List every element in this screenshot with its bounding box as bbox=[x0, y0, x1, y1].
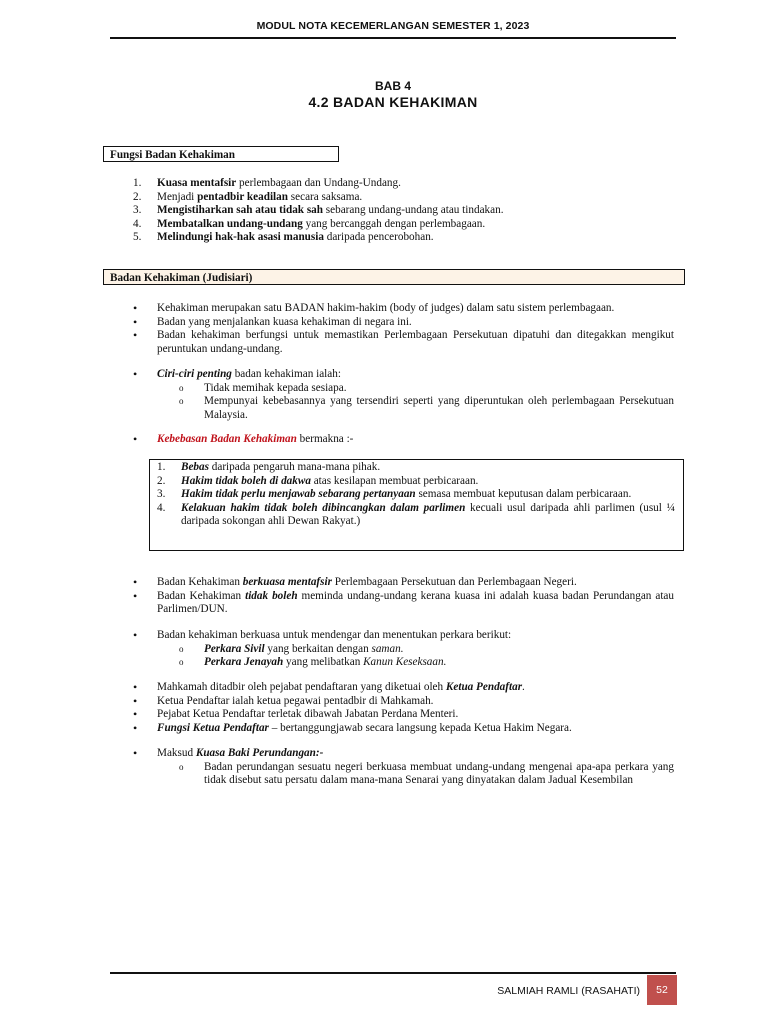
perkara-list bbox=[133, 629, 674, 670]
list-item: • Fungsi Ketua Pendaftar – bertanggungjawab secara langsung kepada Ketua Hakim Negara. bbox=[133, 720, 572, 735]
list-item: 3. Hakim tidak perlu menjawab sebarang pertanyaan semasa membuat keputusan dalam perbicaraan. bbox=[157, 488, 632, 501]
list-item: • Ciri-ciri penting badan kehakiman ialah: bbox=[133, 367, 341, 381]
footer-author: SALMIAH RAMLI (RASAHATI) bbox=[497, 985, 640, 997]
sub-item: o Tidak memihak kepada sesiapa. bbox=[179, 381, 347, 394]
baki-list bbox=[133, 747, 674, 788]
list-item: 5. Melindungi hak-hak asasi manusia daripada pencerobohan. bbox=[133, 231, 434, 244]
list-item: • Mahkamah ditadbir oleh pejabat pendaftaran yang diketuai oleh Ketua Pendaftar. bbox=[133, 680, 525, 694]
list-item: • Kehakiman merupakan satu BADAN hakim-hakim (body of judges) dalam satu sistem perlembagaan. bbox=[133, 301, 615, 315]
section-heading-judisiari: Badan Kehakiman (Judisiari) bbox=[103, 269, 685, 285]
list-item: • Badan kehakiman berfungsi untuk memastikan Perlembagaan Persekutuan dipatuhi dan ditegakkan mengikut peruntukan undang-undang. bbox=[133, 328, 674, 355]
pendaftar-list bbox=[133, 681, 674, 735]
list-item: • Badan yang menjalankan kuasa kehakiman di negara ini. bbox=[133, 314, 412, 329]
list-item: 2. Hakim tidak boleh di dakwa atas kesilapan membuat perbicaraan. bbox=[157, 474, 479, 487]
chapter-title: 4.2 BADAN KEHAKIMAN bbox=[308, 94, 478, 110]
list-item: 2. Menjadi pentadbir keadilan secara saksama. bbox=[133, 190, 363, 203]
kebebasan-list bbox=[157, 461, 675, 529]
list-item: • Badan Kehakiman berkuasa mentafsir Perlembagaan Persekutuan dan Perlembagaan Negeri. bbox=[133, 575, 577, 589]
list-item: 3. Mengistiharkan sah atau tidak sah sebarang undang-undang atau tindakan. bbox=[133, 204, 504, 217]
sub-item: o Perkara Jenayah yang melibatkan Kanun Keseksaan. bbox=[179, 656, 447, 669]
list-item: • Maksud Kuasa Baki Perundangan:- bbox=[133, 746, 324, 760]
page-number: 52 bbox=[647, 975, 677, 1005]
list-item: 1. Bebas daripada pengaruh mana-mana pihak. bbox=[157, 461, 381, 473]
intro-list bbox=[133, 302, 674, 356]
kuasa-list bbox=[133, 576, 674, 617]
running-header: MODUL NOTA KECEMERLANGAN SEMESTER 1, 2023 bbox=[256, 20, 530, 32]
sub-item: o Badan perundangan sesuatu negeri berkuasa membuat undang-undang mengenai apa-apa perkara yang tidak disebut satu persatu dalam mana-mana Senarai yang dinyatakan dalam Jadual Kesembilan bbox=[179, 760, 674, 787]
kebebasan-heading: • Kebebasan Badan Kehakiman bermakna :- bbox=[133, 432, 354, 446]
header-divider bbox=[110, 37, 676, 39]
chapter-label: BAB 4 bbox=[374, 79, 411, 93]
ciri-list bbox=[133, 368, 674, 422]
section-heading-fungsi: Fungsi Badan Kehakiman bbox=[103, 146, 339, 162]
sub-item: o Mempunyai kebebasannya yang tersendiri seperti yang diperuntukan oleh perlembagaan Persekutuan Malaysia. bbox=[179, 395, 674, 421]
footer-divider bbox=[110, 972, 676, 974]
list-item: • Badan Kehakiman tidak boleh meminda undang-undang kerana kuasa ini adalah kuasa badan Perundangan atau Parlimen/DUN. bbox=[133, 588, 674, 616]
sub-item: o Perkara Sivil yang berkaitan dengan saman. bbox=[179, 642, 404, 655]
list-item: • Badan kehakiman berkuasa untuk mendengar dan menentukan perkara berikut: bbox=[133, 628, 512, 642]
fungsi-list bbox=[133, 177, 678, 245]
list-item: • Ketua Pendaftar ialah ketua pegawai pentadbir di Mahkamah. bbox=[133, 693, 434, 708]
list-item: 4. Kelakuan hakim tidak boleh dibincangkan dalam parlimen kecuali usul daripada ahli parlimen (usul ¼ daripada sokongan ahli Dewan Rakyat.) bbox=[157, 501, 675, 528]
list-item: 4. Membatalkan undang-undang yang bercanggah dengan perlembagaan. bbox=[133, 217, 486, 230]
list-item: • Pejabat Ketua Pendaftar terletak dibawah Jabatan Perdana Menteri. bbox=[133, 707, 459, 722]
list-item: 1. Kuasa mentafsir perlembagaan dan Undang-Undang. bbox=[133, 177, 401, 189]
